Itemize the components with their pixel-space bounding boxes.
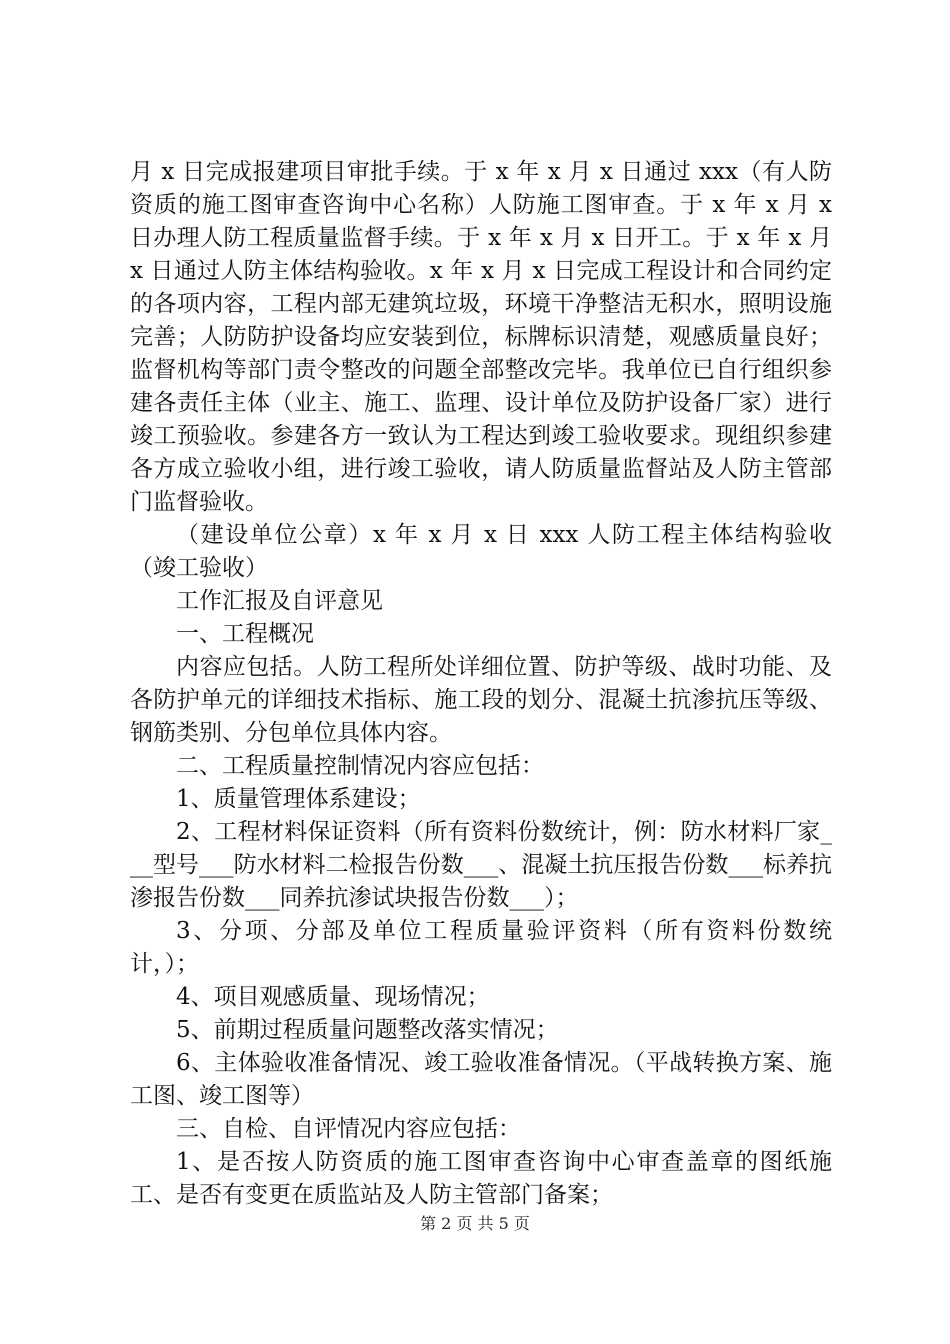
paragraph-3: 工作汇报及自评意见 <box>176 588 383 614</box>
section-heading-3: 三、自检、自评情况内容应包括： <box>176 1116 521 1142</box>
list-item-2-4: 4、项目观感质量、现场情况； <box>176 984 490 1010</box>
list-item-2-5: 5、前期过程质量问题整改落实情况； <box>176 1017 559 1043</box>
list-item-2-3: 3、分项、分部及单位工程质量验评资料（所有资料份数统计，）； <box>130 918 832 977</box>
list-item-3-1: 1、是否按人防资质的施工图审查咨询中心审查盖章的图纸施工、是否有变更在质监站及人防主管部门备案； <box>130 1149 832 1208</box>
section-heading-2: 二、工程质量控制情况内容应包括： <box>176 753 544 779</box>
document-body <box>130 156 832 1212</box>
paragraph-2: （建设单位公章）x 年 x 月 x 日 xxx 人防工程主体结构验收（竣工验收） <box>130 522 832 581</box>
paragraph-5: 内容应包括。人防工程所处详细位置、防护等级、战时功能、及各防护单元的详细技术指标、施工段的划分、混凝土抗渗抗压等级、钢筋类别、分包单位具体内容。 <box>130 654 832 746</box>
list-item-2-1: 1、质量管理体系建设； <box>176 786 421 812</box>
list-item-2-6: 6、主体验收准备情况、竣工验收准备情况。（平战转换方案、施工图、竣工图等） <box>130 1050 832 1109</box>
list-item-2-2: 2、工程材料保证资料（所有资料份数统计，例：防水材料厂家___型号___防水材料二检报告份数___、混凝土抗压报告份数___标养抗渗报告份数___同养抗渗试块报告份数___）； <box>130 819 832 911</box>
section-heading-1: 一、工程概况 <box>176 621 314 647</box>
page-footer: 第 2 页 共 5 页 <box>420 1214 530 1233</box>
paragraph-1: 月 x 日完成报建项目审批手续。于 x 年 x 月 x 日通过 xxx（有人防资质的施工图审查咨询中心名称）人防施工图审查。于 x 年 x 月 x 日办理人防工程质量监督手续。于 x 年 x 月 x 日开工。于 x 年 x 月 x 日通过人防主体结构验收。x 年 x 月 x 日完成工程设计和合同约定的各项内容，工程内部无建筑垃圾，环境干净整洁无积水，照明设施完善；人防防护设备均应安装到位，标牌标识清楚，观感质量良好；监督机构等部门责令整改的问题全部整改完毕。我单位已自行组织参建各责任主体（业主、施工、监理、设计单位及防护设备厂家）进行竣工预验收。参建各方一致认为工程达到竣工验收要求。现组织参建各方成立验收小组，进行竣工验收，请人防质量监督站及人防主管部门监督验收。 <box>130 159 832 515</box>
